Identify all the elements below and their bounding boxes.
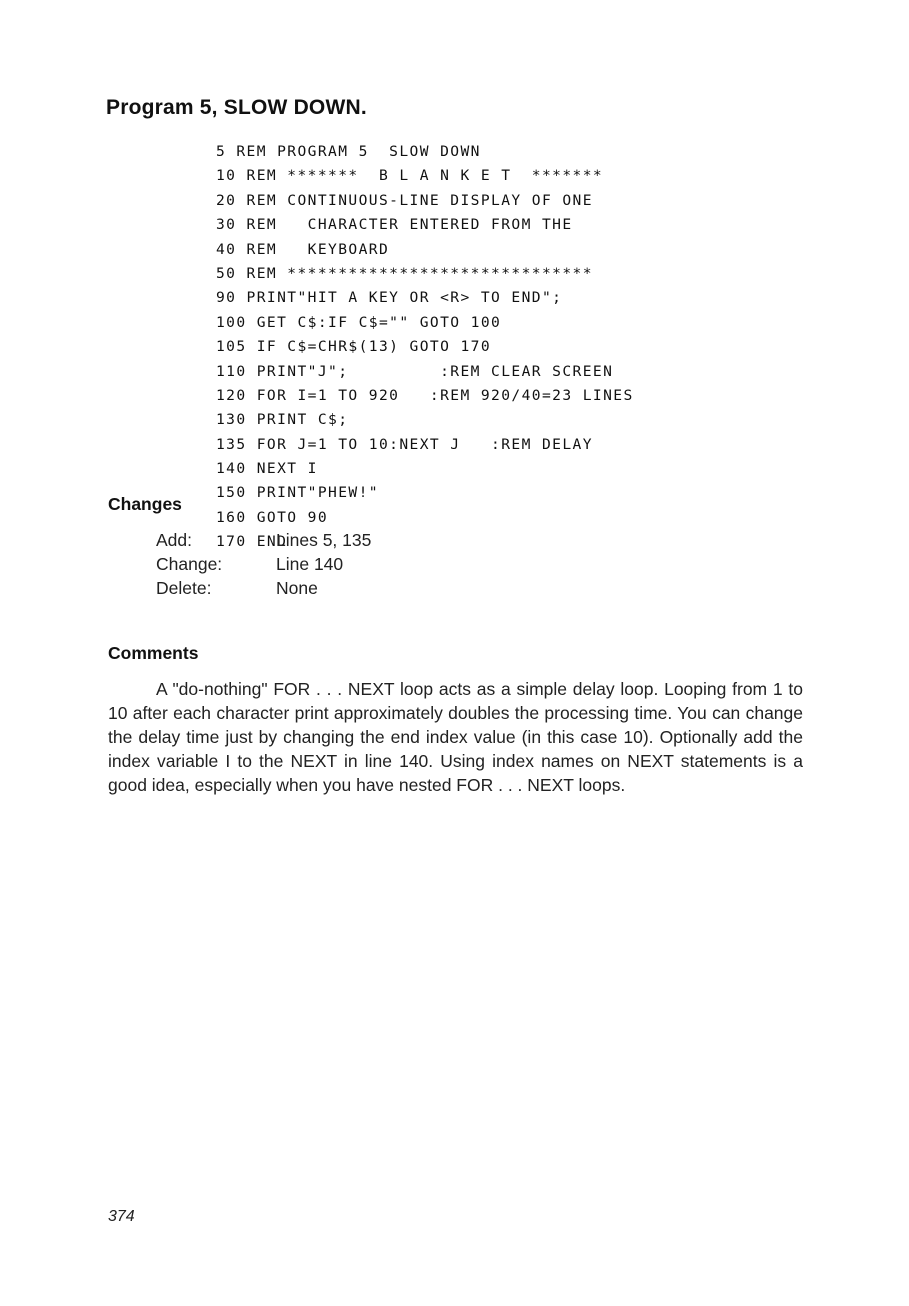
code-line: 130 PRINT C$; xyxy=(216,411,349,429)
code-line: 50 REM ****************************** xyxy=(216,264,593,282)
changes-list xyxy=(156,528,371,600)
change-row-delete xyxy=(156,576,371,600)
change-value: Line 140 xyxy=(276,554,344,574)
change-value: None xyxy=(276,578,318,598)
code-line: 120 FOR I=1 TO 920 :REM 920/40=23 LINES xyxy=(216,386,634,404)
code-line: 30 REM CHARACTER ENTERED FROM THE xyxy=(216,216,573,234)
code-line: 150 PRINT"PHEW!" xyxy=(216,484,379,502)
change-label: Delete: xyxy=(156,578,212,598)
comments-heading: Comments xyxy=(108,643,199,663)
change-label: Add: xyxy=(156,530,192,550)
change-label: Change: xyxy=(156,554,223,574)
code-line: 135 FOR J=1 TO 10:NEXT J :REM DELAY xyxy=(216,435,593,453)
page-number: 374 xyxy=(108,1208,135,1225)
code-line: 5 REM PROGRAM 5 SLOW DOWN xyxy=(216,143,481,160)
code-line: 160 GOTO 90 xyxy=(216,508,329,526)
code-line: 40 REM KEYBOARD xyxy=(216,240,390,258)
program-title: Program 5, SLOW DOWN. xyxy=(106,96,367,119)
code-line: 90 PRINT"HIT A KEY OR <R> TO END"; xyxy=(216,289,563,307)
change-value: Lines 5, 135 xyxy=(276,530,372,550)
code-line: 170 END xyxy=(216,533,288,551)
changes-heading: Changes xyxy=(108,494,182,514)
code-listing xyxy=(216,140,634,555)
comments-paragraph: A "do-nothing" FOR . . . NEXT loop acts as a simple delay loop. Looping from 1 to 10 after each character print approximately doubles the processing time. You can change the delay time just by changing the end index value (in this case 10). Optionally add the index variable I to the NEXT in line 140. Using index names on NEXT statements is a good idea, especially when you have nested FOR . . . NEXT loops. xyxy=(108,679,803,795)
change-row-add xyxy=(156,528,371,552)
code-line: 105 IF C$=CHR$(13) GOTO 170 xyxy=(216,338,492,356)
change-row-change xyxy=(156,552,371,576)
code-line: 10 REM ******* B L A N K E T ******* xyxy=(216,167,604,185)
code-line: 140 NEXT I xyxy=(216,460,318,478)
code-line: 20 REM CONTINUOUS-LINE DISPLAY OF ONE xyxy=(216,191,593,209)
code-line: 100 GET C$:IF C$="" GOTO 100 xyxy=(216,313,502,331)
code-line: 110 PRINT"J"; :REM CLEAR SCREEN xyxy=(216,362,614,380)
